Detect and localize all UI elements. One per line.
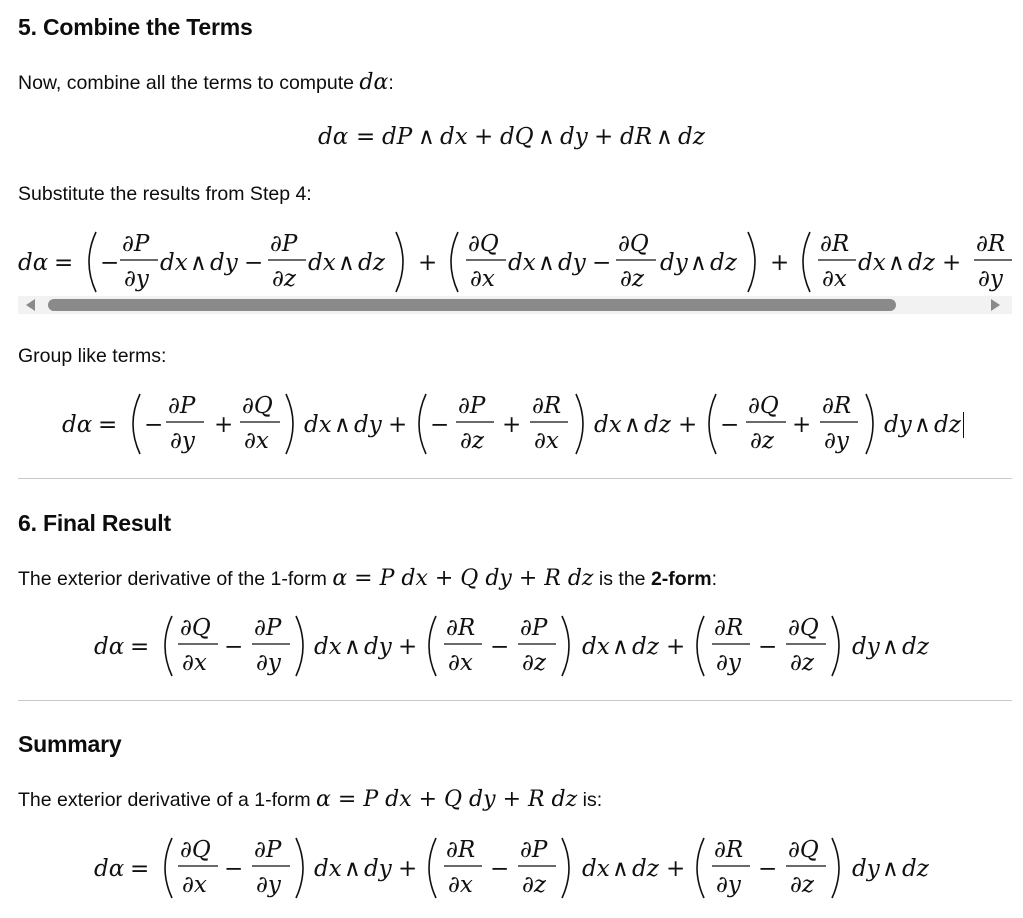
svg-text:∧: ∧: [690, 250, 707, 276]
svg-text:∧: ∧: [190, 250, 207, 276]
final-result-text-bold: 2-form: [650, 568, 712, 590]
svg-text:∂x: ∂x: [448, 872, 473, 898]
svg-text:dα: dα: [318, 124, 349, 150]
svg-text:∧: ∧: [334, 412, 351, 438]
final-result-text-prefix: The exterior derivative of the 1-form: [18, 568, 327, 590]
final-result-text-math: α = P dx + Q dy + R dz: [332, 566, 594, 591]
combine-intro-colon: :: [388, 72, 394, 94]
section-heading-combine: 5. Combine the Terms: [18, 14, 253, 40]
svg-text:+: +: [666, 856, 686, 882]
svg-text:dz: dz: [632, 856, 659, 882]
summary-text: [18, 787, 602, 812]
svg-text:dα: dα: [62, 412, 93, 438]
svg-text:∧: ∧: [612, 634, 629, 660]
svg-text:+: +: [214, 412, 234, 438]
svg-text:=: =: [356, 124, 376, 150]
combine-intro: [18, 70, 394, 95]
svg-text:dx: dx: [582, 634, 610, 660]
summary-text-prefix: The exterior derivative of a 1-form: [18, 789, 311, 811]
svg-text:dy: dy: [852, 856, 880, 882]
svg-text:∂Q: ∂Q: [468, 231, 499, 257]
svg-text:∂P: ∂P: [254, 615, 282, 641]
svg-text:+: +: [388, 412, 408, 438]
svg-text:+: +: [398, 634, 418, 660]
divider-1: [18, 478, 1012, 479]
svg-text:∂y: ∂y: [256, 650, 281, 676]
svg-text:∧: ∧: [882, 856, 899, 882]
svg-text:∧: ∧: [538, 124, 555, 150]
svg-text:−: −: [144, 412, 164, 438]
svg-text:∂P: ∂P: [270, 231, 298, 257]
svg-text:∂z: ∂z: [620, 266, 645, 292]
final-result-text-suffix: :: [711, 568, 718, 590]
svg-text:dx: dx: [160, 250, 188, 276]
section-heading-final-result: 6. Final Result: [18, 510, 171, 536]
svg-text:+: +: [666, 634, 686, 660]
svg-text:dy: dy: [884, 412, 912, 438]
svg-text:dz: dz: [902, 856, 929, 882]
svg-text:∂z: ∂z: [750, 428, 775, 454]
svg-text:dy: dy: [364, 634, 392, 660]
svg-text:+: +: [502, 412, 522, 438]
svg-text:dα: dα: [94, 634, 125, 660]
horizontal-scrollbar-thumb[interactable]: [48, 299, 896, 311]
svg-text:∂x: ∂x: [448, 650, 473, 676]
svg-text:dR: dR: [620, 124, 653, 150]
svg-text:∂Q: ∂Q: [748, 393, 779, 419]
svg-text:+: +: [418, 250, 438, 276]
svg-text:dx: dx: [594, 412, 622, 438]
scroll-right-arrow-icon[interactable]: [991, 299, 1000, 311]
equation-combine-svg: [318, 120, 718, 154]
svg-text:∂y: ∂y: [978, 266, 1003, 292]
svg-text:dP: dP: [382, 124, 413, 150]
svg-text:dy: dy: [558, 250, 586, 276]
svg-text:∂R: ∂R: [820, 231, 850, 257]
section-heading-summary: Summary: [18, 731, 122, 757]
svg-text:dx: dx: [440, 124, 468, 150]
svg-text:∧: ∧: [344, 856, 361, 882]
svg-text:∧: ∧: [888, 250, 905, 276]
svg-text:∂P: ∂P: [458, 393, 486, 419]
svg-text:dy: dy: [354, 412, 382, 438]
svg-text:+: +: [398, 856, 418, 882]
svg-text:dx: dx: [858, 250, 886, 276]
svg-text:∧: ∧: [418, 124, 435, 150]
grouped-equation-svg: [62, 388, 972, 466]
svg-text:∂x: ∂x: [822, 266, 847, 292]
equation-combine: [318, 120, 718, 154]
svg-text:∧: ∧: [538, 250, 555, 276]
svg-text:∂R: ∂R: [714, 615, 744, 641]
svg-text:∂P: ∂P: [122, 231, 150, 257]
svg-text:∂Q: ∂Q: [180, 615, 211, 641]
final-result-text-middle: is the: [598, 568, 646, 590]
svg-text:∂y: ∂y: [716, 650, 741, 676]
svg-text:∂y: ∂y: [124, 266, 149, 292]
svg-text:dx: dx: [314, 634, 342, 660]
final-equation: [94, 610, 954, 688]
svg-text:∧: ∧: [656, 124, 673, 150]
svg-text:∧: ∧: [338, 250, 355, 276]
svg-text:∂Q: ∂Q: [180, 837, 211, 863]
svg-text:+: +: [678, 412, 698, 438]
svg-text:∂P: ∂P: [520, 615, 548, 641]
svg-text:−: −: [720, 412, 740, 438]
combine-intro-math: dα: [359, 70, 389, 95]
svg-text:∂z: ∂z: [460, 428, 485, 454]
svg-text:∂P: ∂P: [254, 837, 282, 863]
svg-text:∂x: ∂x: [534, 428, 559, 454]
svg-text:dz: dz: [908, 250, 935, 276]
svg-text:∂y: ∂y: [824, 428, 849, 454]
svg-text:∂R: ∂R: [446, 837, 476, 863]
svg-text:−: −: [490, 856, 510, 882]
svg-text:dx: dx: [308, 250, 336, 276]
svg-text:+: +: [474, 124, 494, 150]
svg-text:=: =: [54, 250, 74, 276]
svg-text:−: −: [244, 250, 264, 276]
scroll-left-arrow-icon[interactable]: [26, 299, 35, 311]
svg-text:dα: dα: [94, 856, 125, 882]
svg-text:∂Q: ∂Q: [788, 615, 819, 641]
svg-text:∂Q: ∂Q: [618, 231, 649, 257]
summary-text-suffix: is:: [582, 789, 603, 811]
svg-text:∂R: ∂R: [822, 393, 852, 419]
svg-text:−: −: [224, 856, 244, 882]
svg-text:∂y: ∂y: [170, 428, 195, 454]
final-result-text: [18, 566, 717, 591]
svg-text:−: −: [490, 634, 510, 660]
svg-text:+: +: [942, 250, 962, 276]
svg-text:−: −: [758, 856, 778, 882]
svg-text:∂R: ∂R: [714, 837, 744, 863]
svg-text:−: −: [100, 250, 120, 276]
svg-text:∂R: ∂R: [532, 393, 562, 419]
svg-text:∂P: ∂P: [520, 837, 548, 863]
svg-text:−: −: [758, 634, 778, 660]
summary-equation-svg: [94, 832, 954, 910]
svg-text:∂x: ∂x: [182, 650, 207, 676]
svg-text:∂z: ∂z: [790, 872, 815, 898]
substituted-equation-svg: [18, 218, 1012, 296]
svg-text:∂z: ∂z: [522, 650, 547, 676]
svg-text:dQ: dQ: [500, 124, 534, 150]
svg-text:dz: dz: [710, 250, 737, 276]
svg-text:=: =: [98, 412, 118, 438]
svg-text:−: −: [224, 634, 244, 660]
svg-text:=: =: [130, 634, 150, 660]
svg-text:=: =: [130, 856, 150, 882]
svg-text:dz: dz: [358, 250, 385, 276]
svg-text:dz: dz: [678, 124, 705, 150]
svg-text:∧: ∧: [612, 856, 629, 882]
svg-text:∧: ∧: [344, 634, 361, 660]
substituted-equation-scroll-area[interactable]: [18, 218, 1012, 296]
svg-text:dx: dx: [314, 856, 342, 882]
svg-text:∂z: ∂z: [522, 872, 547, 898]
group-text: Group like terms:: [18, 345, 167, 367]
svg-text:dx: dx: [304, 412, 332, 438]
svg-text:+: +: [770, 250, 790, 276]
svg-text:dy: dy: [660, 250, 688, 276]
svg-text:∂Q: ∂Q: [242, 393, 273, 419]
svg-text:dα: dα: [18, 250, 49, 276]
svg-text:∂Q: ∂Q: [788, 837, 819, 863]
summary-text-math: α = P dx + Q dy + R dz: [316, 787, 578, 812]
substitute-text: Substitute the results from Step 4:: [18, 183, 312, 205]
grouped-equation: [62, 388, 972, 466]
svg-text:∧: ∧: [914, 412, 931, 438]
svg-text:∂z: ∂z: [790, 650, 815, 676]
summary-equation: [94, 832, 954, 910]
svg-text:∧: ∧: [882, 634, 899, 660]
svg-text:∂P: ∂P: [168, 393, 196, 419]
text-cursor: [963, 412, 964, 438]
svg-text:∂y: ∂y: [256, 872, 281, 898]
divider-2: [18, 700, 1012, 701]
svg-text:dy: dy: [210, 250, 238, 276]
svg-text:∂x: ∂x: [244, 428, 269, 454]
svg-text:∂x: ∂x: [182, 872, 207, 898]
svg-text:−: −: [430, 412, 450, 438]
svg-text:+: +: [792, 412, 812, 438]
combine-intro-text: Now, combine all the terms to compute: [18, 72, 354, 94]
svg-text:∂x: ∂x: [470, 266, 495, 292]
svg-text:dz: dz: [632, 634, 659, 660]
svg-text:dy: dy: [560, 124, 588, 150]
final-equation-svg: [94, 610, 954, 688]
svg-text:∂z: ∂z: [272, 266, 297, 292]
svg-text:dz: dz: [644, 412, 671, 438]
svg-text:∂R: ∂R: [446, 615, 476, 641]
svg-text:dz: dz: [934, 412, 961, 438]
svg-text:−: −: [592, 250, 612, 276]
svg-text:dz: dz: [902, 634, 929, 660]
svg-text:∧: ∧: [624, 412, 641, 438]
svg-text:dx: dx: [508, 250, 536, 276]
svg-text:∂y: ∂y: [716, 872, 741, 898]
svg-text:dy: dy: [852, 634, 880, 660]
svg-text:dx: dx: [582, 856, 610, 882]
svg-text:+: +: [594, 124, 614, 150]
svg-text:∂R: ∂R: [976, 231, 1006, 257]
svg-text:dy: dy: [364, 856, 392, 882]
